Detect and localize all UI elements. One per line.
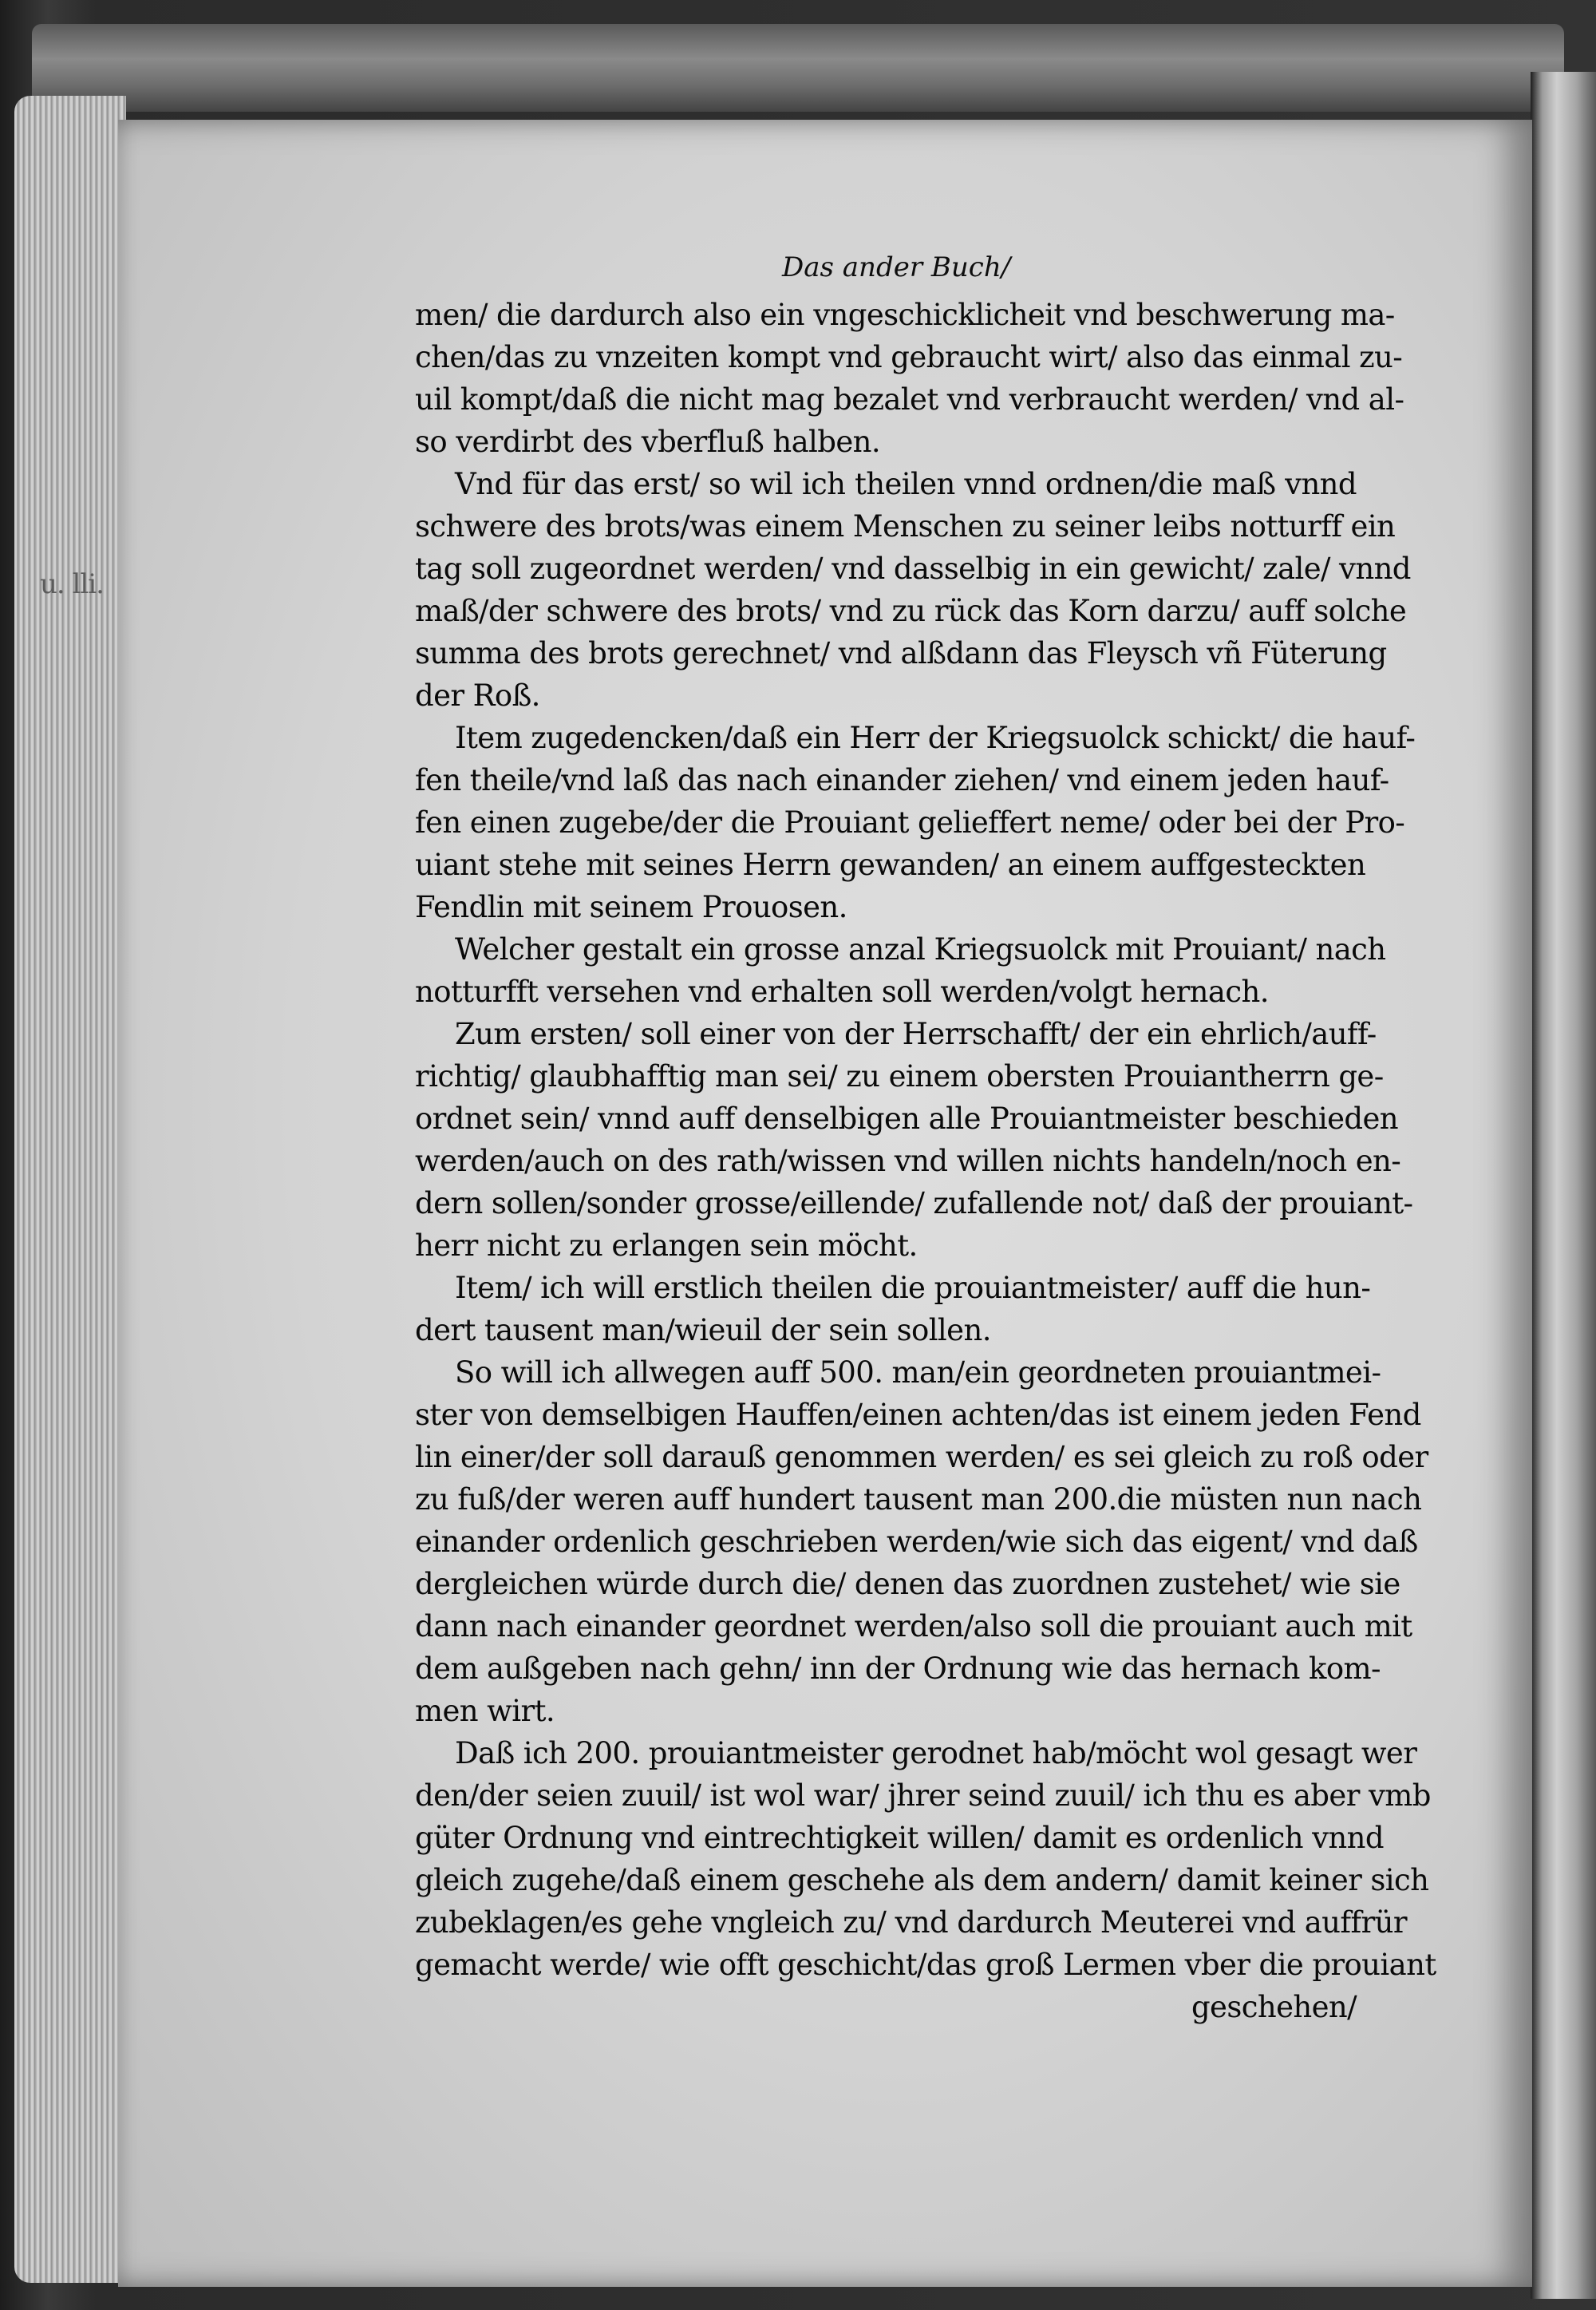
text-line: dem außgeben nach gehn/ inn der Ordnung wie das hernach kom- <box>415 1651 1381 1686</box>
catch-word: geschehen/ <box>1191 1990 1357 2024</box>
text-line: ordnet sein/ vnnd auff denselbigen alle Prouiantmeister beschieden <box>415 1102 1398 1136</box>
body-text <box>415 294 1436 2028</box>
text-line: der Roß. <box>415 678 540 713</box>
text-line: Fendlin mit seinem Prouosen. <box>415 890 847 924</box>
running-head: Das ander Buch/ <box>782 251 1011 283</box>
right-page-edge <box>1531 72 1596 2299</box>
text-line: den/der seien zuuil/ ist wol war/ jhrer seind zuuil/ ich thu es aber vmb <box>415 1778 1431 1813</box>
text-line: Item zugedencken/daß ein Herr der Kriegsuolck schickt/ die hauf- <box>455 721 1416 755</box>
text-line: maß/der schwere des brots/ vnd zu rück das Korn darzu/ auff solche <box>415 594 1407 628</box>
text-line: Item/ ich will erstlich theilen die prouiantmeister/ auff die hun- <box>455 1271 1371 1305</box>
text-line: güter Ordnung vnd eintrechtigkeit willen/ damit es ordenlich vnnd <box>415 1821 1384 1855</box>
text-line: fen einen zugebe/der die Prouiant gelieffert neme/ oder bei der Pro- <box>415 805 1405 840</box>
text-line: gemacht werde/ wie offt geschicht/das groß Lermen vber die prouiant <box>415 1948 1436 1982</box>
text-line: Zum ersten/ soll einer von der Herrschafft/ der ein ehrlich/auff- <box>455 1017 1377 1051</box>
text-line: So will ich allwegen auff 500. man/ein geordneten prouiantmei- <box>455 1355 1381 1390</box>
text-line: so verdirbt des vberfluß halben. <box>415 425 881 459</box>
text-line: tag soll zugeordnet werden/ vnd dasselbig in ein gewicht/ zale/ vnnd <box>415 552 1411 586</box>
text-line: richtig/ glaubhafftig man sei/ zu einem obersten Prouiantherrn ge- <box>415 1059 1384 1094</box>
text-line: chen/das zu vnzeiten kompt vnd gebraucht wirt/ also das einmal zu- <box>415 340 1403 374</box>
text-line: men/ die dardurch also ein vngeschicklicheit vnd beschwerung ma- <box>415 298 1395 332</box>
left-page-stack <box>14 96 126 2283</box>
text-line: uiant stehe mit seines Herrn gewanden/ an einem auffgesteckten <box>415 848 1366 882</box>
text-line: dert tausent man/wieuil der sein sollen. <box>415 1313 991 1347</box>
text-line: herr nicht zu erlangen sein möcht. <box>415 1228 918 1263</box>
text-line: dergleichen würde durch die/ denen das zuordnen zustehet/ wie sie <box>415 1567 1400 1601</box>
text-line: zu fuß/der weren auff hundert tausent man 200.die müsten nun nach <box>415 1482 1422 1517</box>
text-line: Daß ich 200. prouiantmeister gerodnet hab/möcht wol gesagt wer <box>455 1736 1417 1770</box>
text-line: zubeklagen/es gehe vngleich zu/ vnd dardurch Meuterei vnd auffrür <box>415 1905 1407 1940</box>
text-line: summa des brots gerechnet/ vnd alßdann das Fleysch vñ Füterung <box>415 636 1387 670</box>
text-line: uil kompt/daß die nicht mag bezalet vnd verbraucht werden/ vnd al- <box>415 382 1404 417</box>
text-line: gleich zugehe/daß einem geschehe als dem andern/ damit keiner sich <box>415 1863 1429 1897</box>
text-line: men wirt. <box>415 1694 555 1728</box>
text-line: Vnd für das erst/ so wil ich theilen vnnd ordnen/die maß vnnd <box>455 467 1357 501</box>
text-line: fen theile/vnd laß das nach einander ziehen/ vnd einem jeden hauf- <box>415 763 1389 797</box>
book-top-edge <box>32 24 1564 112</box>
text-line: dern sollen/sonder grosse/eillende/ zufallende not/ daß der prouiant- <box>415 1186 1413 1220</box>
text-line: einander ordenlich geschrieben werden/wie sich das eigent/ vnd daß <box>415 1525 1418 1559</box>
text-line: notturfft versehen vnd erhalten soll werden/volgt hernach. <box>415 975 1269 1009</box>
text-line: werden/auch on des rath/wissen vnd willen nichts handeln/noch en- <box>415 1144 1401 1178</box>
text-line: Welcher gestalt ein grosse anzal Kriegsuolck mit Prouiant/ nach <box>455 932 1386 967</box>
text-line: lin einer/der soll darauß genommen werden/ es sei gleich zu roß oder <box>415 1440 1428 1474</box>
text-line: ster von demselbigen Hauffen/einen achten/das ist einem jeden Fend <box>415 1398 1421 1432</box>
text-line: schwere des brots/was einem Menschen zu seiner leibs notturff ein <box>415 509 1396 544</box>
text-line: dann nach einander geordnet werden/also soll die prouiant auch mit <box>415 1609 1412 1644</box>
margin-note: u. lli. <box>40 568 104 600</box>
